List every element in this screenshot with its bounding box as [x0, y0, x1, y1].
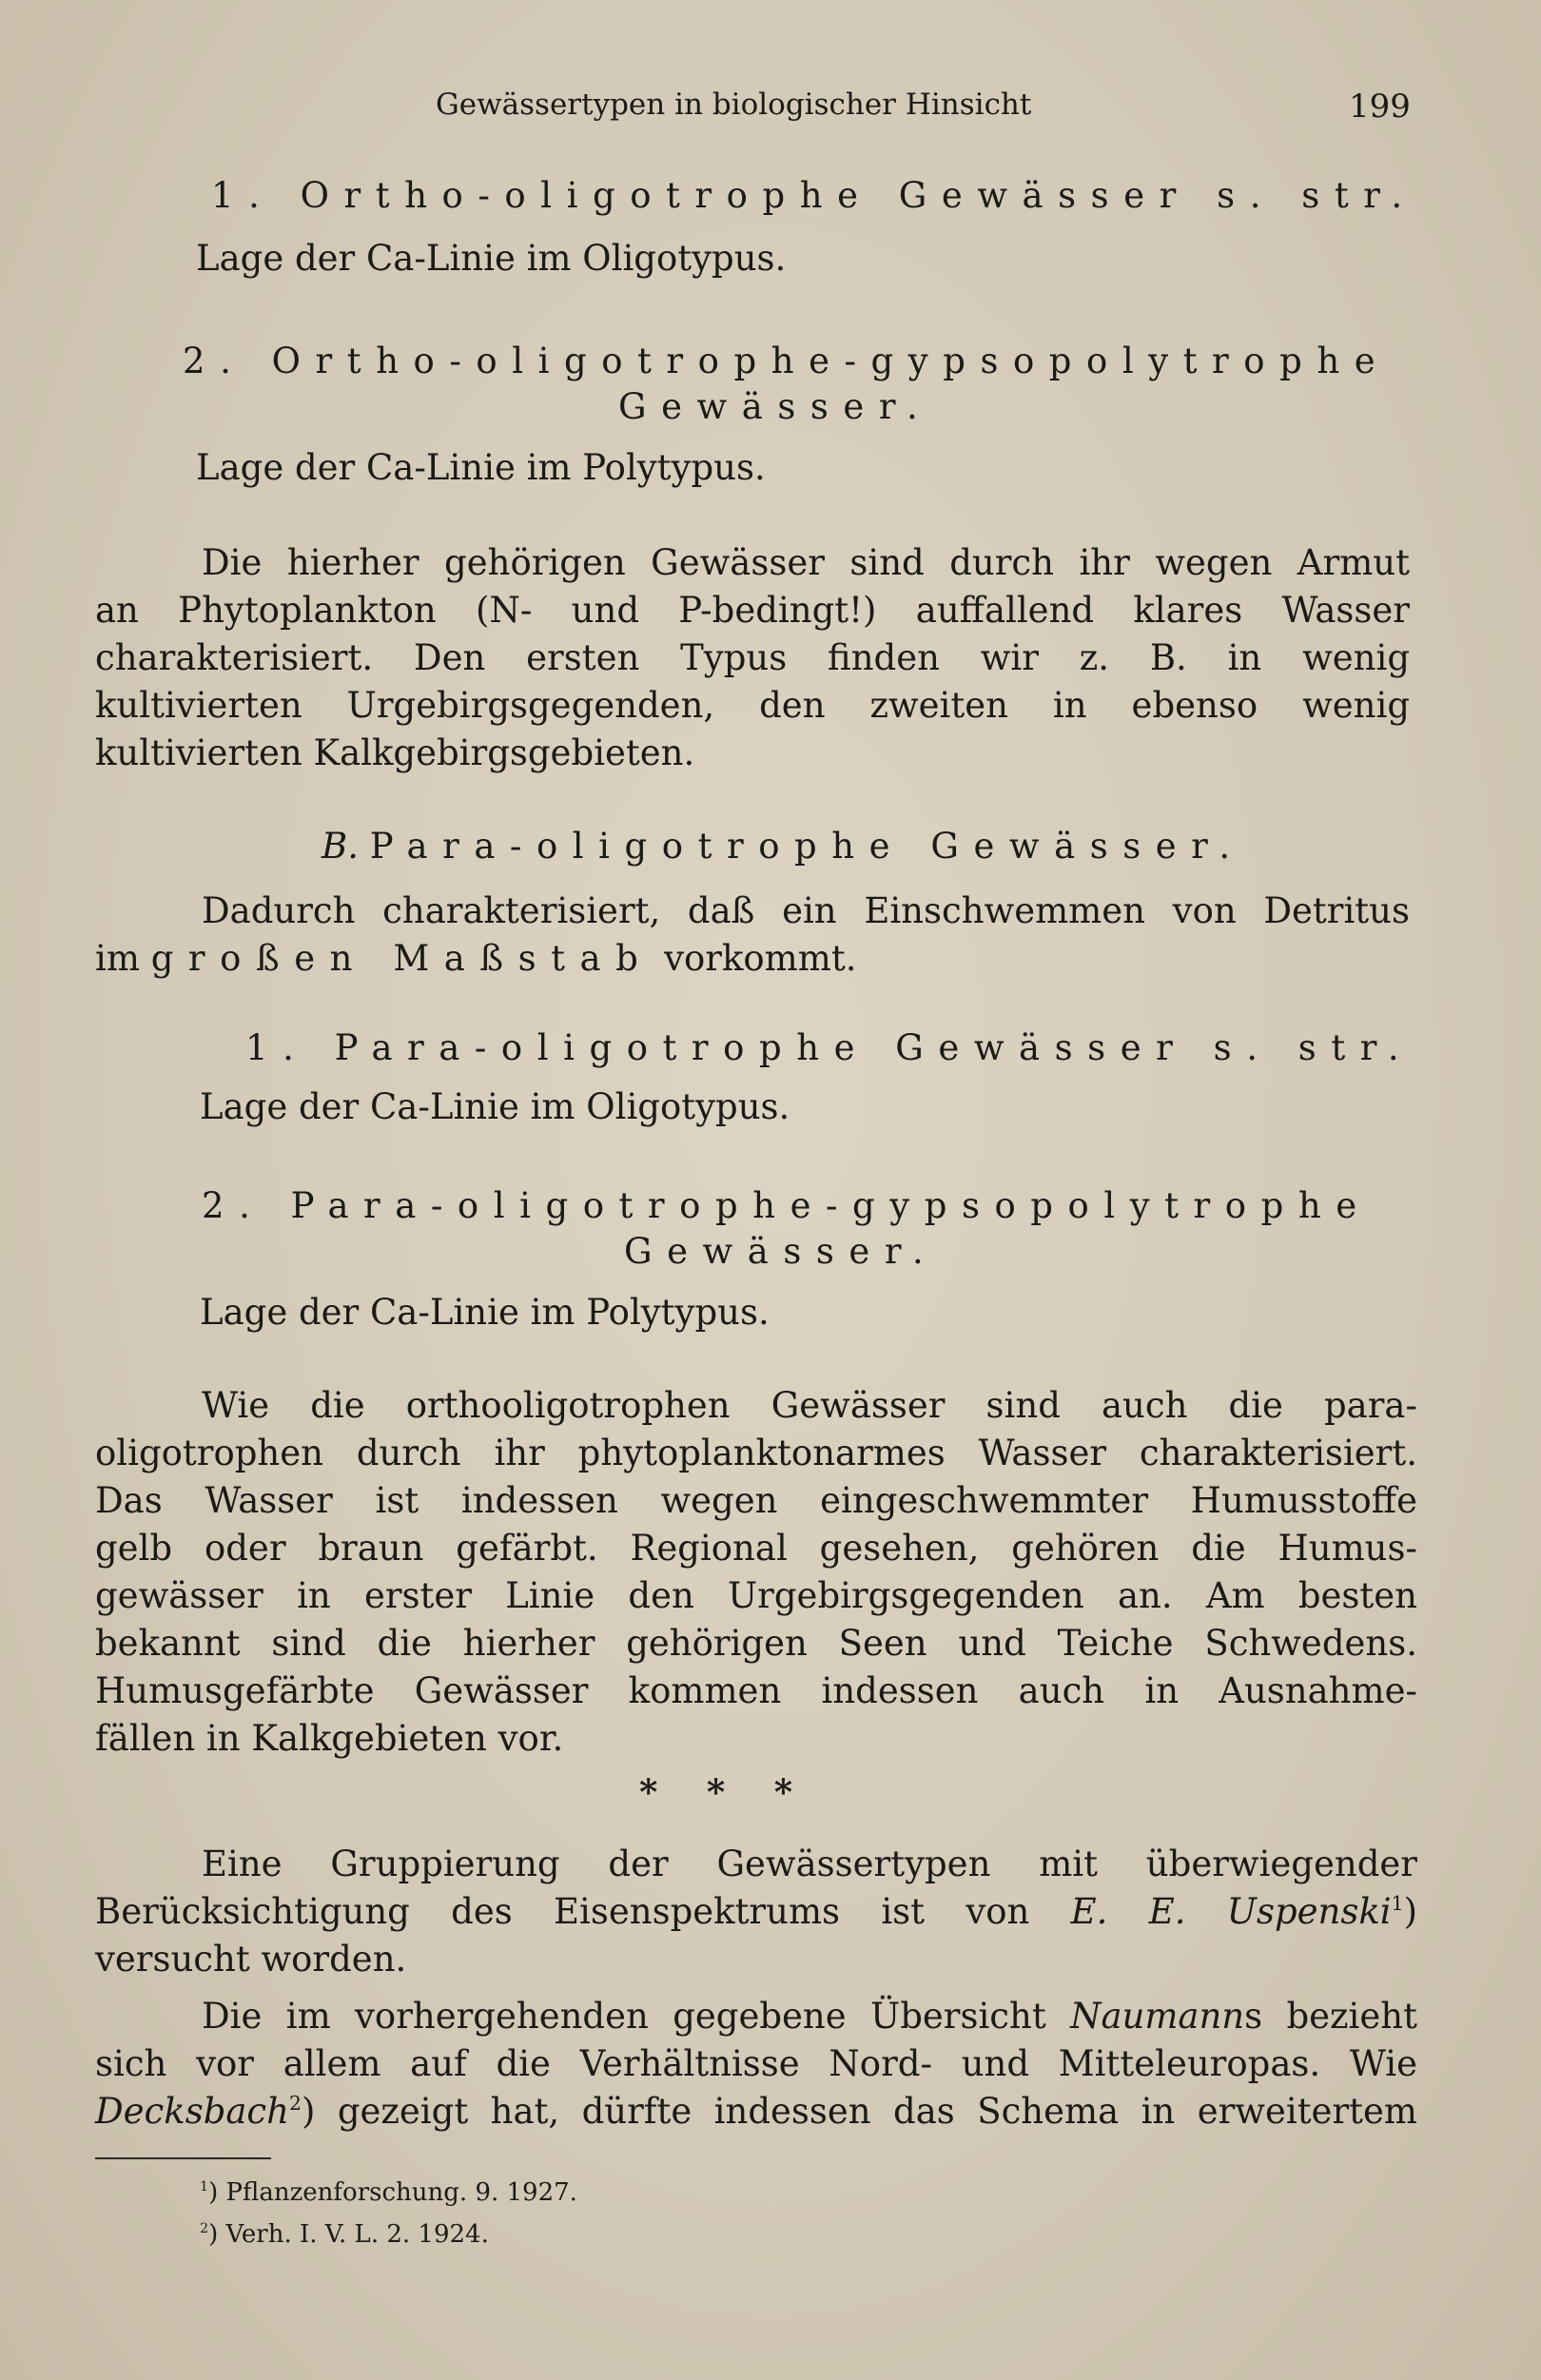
text-fragment: Die im vorhergehenden gegebene Übersicht: [202, 1996, 1071, 2037]
section-b-intro-line: [95, 938, 856, 979]
heading-ortho-gypsopolytrophe: 2. Ortho-oligotrophe-gypsopolytrophe: [183, 341, 1391, 381]
ca-line-oligotypus-1: Lage der Ca-Linie im Oligotypus.: [196, 238, 787, 279]
paragraph-line: Das Wasser ist indessen wegen eingeschwemmter Humusstoffe: [95, 1480, 1417, 1521]
text-fragment: ) gezeigt hat, dürfte indessen das Schema in erweitertem: [301, 2091, 1417, 2132]
paragraph-line: kultivierten Kalkgebirgsgebieten.: [95, 732, 695, 773]
section-b-heading: [322, 826, 1245, 867]
author-name: E. E. Uspenski: [1070, 1891, 1392, 1932]
text-fragment: s bezieht: [1244, 1996, 1417, 2037]
footnote-text: ) Pflanzenforschung. 9. 1927.: [208, 2178, 577, 2207]
paragraph-line: fällen in Kalkgebieten vor.: [95, 1718, 564, 1759]
heading-para-gypsopolytrophe-cont: Gewässer.: [624, 1231, 939, 1272]
footnote-ref: 2: [289, 2091, 302, 2115]
text-fragment: im: [95, 938, 151, 979]
ca-line-polytypus-1: Lage der Ca-Linie im Polytypus.: [196, 447, 766, 488]
paragraph-line: bekannt sind die hierher gehörigen Seen und Teiche Schwedens.: [95, 1623, 1417, 1664]
ca-line-polytypus-2: Lage der Ca-Linie im Polytypus.: [200, 1292, 770, 1333]
page-number: 199: [1349, 88, 1411, 126]
paragraph-line: oligotrophen durch ihr phytoplanktonarmes Wasser charakterisiert.: [95, 1433, 1417, 1473]
heading-ortho-oligotrophe: 1. Ortho-oligotrophe Gewässer s. str.: [211, 175, 1417, 216]
footnote: [200, 2178, 577, 2207]
footnote-mark: 2: [200, 2221, 209, 2236]
footnote: [200, 2220, 489, 2249]
paragraph-line: Die hierher gehörigen Gewässer sind durch ihr wegen Armut: [202, 542, 1410, 583]
paragraph-line: gelb oder braun gefärbt. Regional gesehen, gehören die Humus-: [95, 1528, 1417, 1569]
paragraph-line: kultivierten Urgebirgsgegenden, den zweiten in ebenso wenig: [95, 685, 1410, 726]
spaced-emphasis: großen Maßstab: [150, 938, 653, 979]
paragraph-line: charakterisiert. Den ersten Typus finden wir z. B. in wenig: [95, 637, 1410, 678]
paragraph-line: Wie die orthooligotrophen Gewässer sind auch die para-: [202, 1385, 1417, 1426]
heading-para-oligotrophe: 1. Para-oligotrophe Gewässer s. str.: [245, 1027, 1414, 1068]
closing-line: versucht worden.: [95, 1939, 407, 1980]
ca-line-oligotypus-2: Lage der Ca-Linie im Oligotypus.: [200, 1086, 790, 1127]
author-name: Decksbach: [95, 2091, 289, 2132]
text-fragment: vorkommt.: [653, 938, 857, 979]
closing-line: [202, 1996, 1417, 2037]
section-separator-stars: * * *: [639, 1771, 793, 1813]
section-title: Para-oligotrophe Gewässer.: [369, 826, 1245, 867]
footnote-ref: 1: [1391, 1891, 1404, 1915]
footnote-text: ) Verh. I. V. L. 2. 1924.: [208, 2220, 489, 2249]
section-letter: B.: [322, 826, 359, 867]
running-head: Gewässertypen in biologischer Hinsicht: [436, 88, 1032, 122]
heading-ortho-gypsopolytrophe-cont: Gewässer.: [618, 386, 933, 427]
closing-line: sich vor allem auf die Verhältnisse Nord- und Mitteleuropas. Wie: [95, 2043, 1417, 2084]
paragraph-line: an Phytoplankton (N- und P-bedingt!) auffallend klares Wasser: [95, 590, 1410, 631]
heading-para-gypsopolytrophe: 2. Para-oligotrophe-gypsopolytrophe: [202, 1185, 1372, 1226]
section-b-intro-line: Dadurch charakterisiert, daß ein Einschwemmen von Detritus: [202, 890, 1410, 931]
author-name: Naumann: [1070, 1996, 1245, 2037]
paragraph-line: Humusgefärbte Gewässer kommen indessen auch in Ausnahme-: [95, 1670, 1417, 1711]
paragraph-line: gewässer in erster Linie den Urgebirgsgegenden an. Am besten: [95, 1575, 1417, 1616]
closing-line: Eine Gruppierung der Gewässertypen mit überwiegender: [202, 1844, 1417, 1884]
text-fragment: ): [1403, 1891, 1417, 1932]
footnote-mark: 1: [200, 2179, 209, 2195]
closing-line: [95, 2091, 1417, 2132]
closing-line: [95, 1891, 1417, 1932]
text-fragment: Berücksichtigung des Eisenspektrums ist von: [95, 1891, 1071, 1932]
footnote-divider: [95, 2157, 271, 2159]
